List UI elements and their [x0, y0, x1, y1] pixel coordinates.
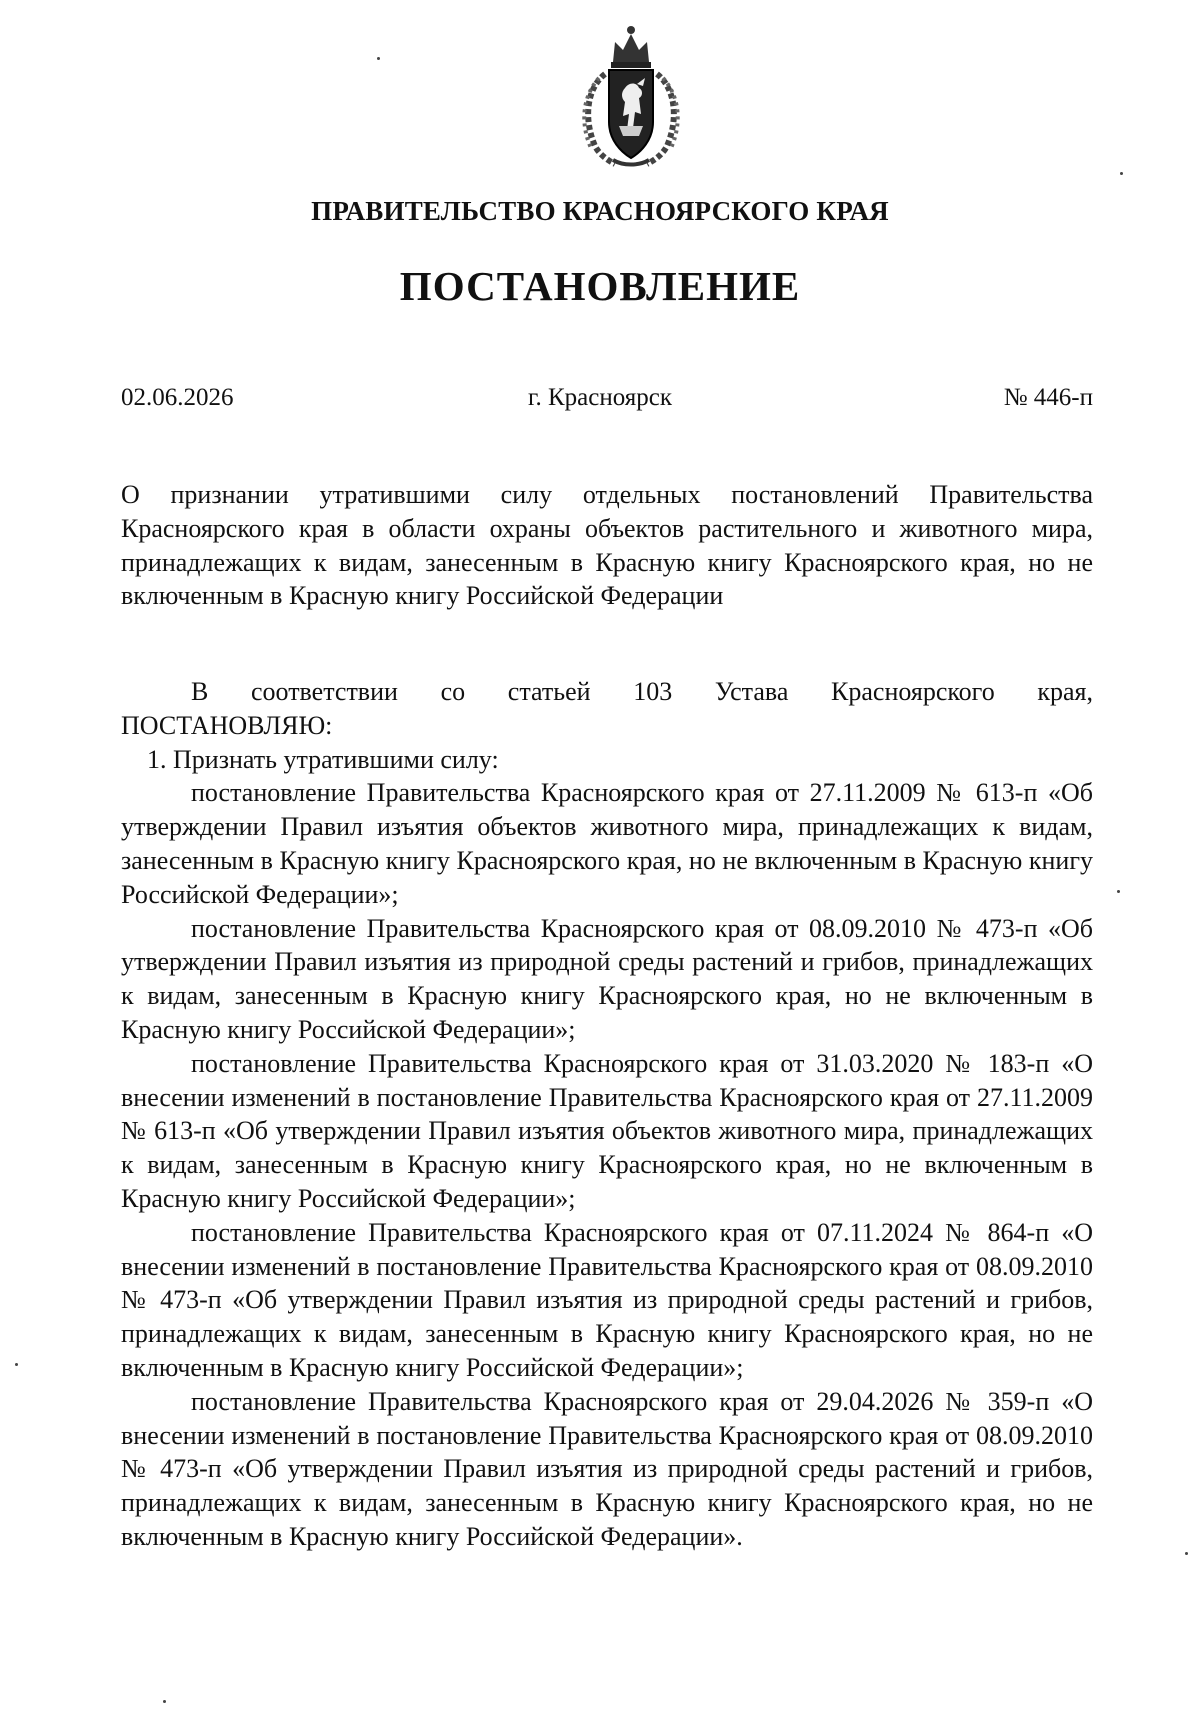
document-date: 02.06.2026 — [121, 384, 234, 411]
document-subject: О признании утратившими силу отдельных постановлений Правительства Красноярского края в области охраны объектов растительного и животного мира, принадлежащих к видам, занесенным в Красную книгу Красноярского края, но не включенным в Красную книгу Российской Федерации — [121, 480, 1093, 611]
repealed-act-5: постановление Правительства Красноярского края от 29.04.2026 № 359-п «О внесении изменений в постановление Правительства Красноярского края от 08.09.2010 № 473-п «Об утверждении Правил изъятия из природной среды растений и грибов, принадлежащих к видам, занесенным в Красную книгу Красноярского края, но не включенным в Красную книгу Российской Федерации». — [121, 1386, 1093, 1551]
repealed-act-1: постановление Правительства Красноярского края от 27.11.2009 № 613-п «Об утверждении Правил изъятия объектов животного мира, принадлежащих к видам, занесенным в Красную книгу Красноярского края, но не включенным в Красную книгу Российской Федерации»; — [121, 778, 1093, 909]
document-city: г. Красноярск — [528, 384, 672, 411]
scan-speck — [1185, 1552, 1188, 1555]
repealed-act-3: постановление Правительства Красноярского края от 31.03.2020 № 183-п «О внесении изменений в постановление Правительства Красноярского края от 27.11.2009 № 613-п «Об утверждении Правил изъятия объектов животного мира, принадлежащих к видам, занесенным в Красную книгу Красноярского края, но не включенным в Красную книгу Российской Федерации»; — [121, 1048, 1093, 1213]
preamble-paragraph: В соответствии со статьей 103 Устава Красноярского края, — [191, 677, 1093, 706]
scan-speck — [377, 57, 380, 60]
scan-speck — [15, 1363, 18, 1366]
decree-word: ПОСТАНОВЛЯЮ: — [121, 710, 333, 740]
document-body — [121, 675, 1093, 1554]
document-number: № 446-п — [1003, 384, 1093, 411]
repealed-act-2: постановление Правительства Красноярского края от 08.09.2010 № 473-п «Об утверждении Правил изъятия из природной среды растений и грибов, принадлежащих к видам, занесенным в Красную книгу Красноярского края, но не включенным в Красную книгу Российской Федерации»; — [121, 913, 1093, 1044]
scan-speck — [1117, 890, 1120, 893]
document-type-title: ПОСТАНОВЛЕНИЕ — [399, 263, 801, 309]
scan-speck — [1120, 172, 1123, 175]
krasnoyarsk-krai-coat-of-arms-icon — [569, 18, 693, 168]
list-item-1: 1. Признать утратившими силу: — [147, 744, 499, 774]
scan-speck — [163, 1700, 166, 1703]
repealed-act-4: постановление Правительства Красноярского края от 07.11.2024 № 864-п «О внесении изменений в постановление Правительства Красноярского края от 08.09.2010 № 473-п «Об утверждении Правил изъятия из природной среды растений и грибов, принадлежащих к видам, занесенным в Красную книгу Красноярского края, но не включенным в Красную книгу Российской Федерации»; — [121, 1217, 1093, 1382]
organization-title: ПРАВИТЕЛЬСТВО КРАСНОЯРСКОГО КРАЯ — [311, 196, 889, 226]
